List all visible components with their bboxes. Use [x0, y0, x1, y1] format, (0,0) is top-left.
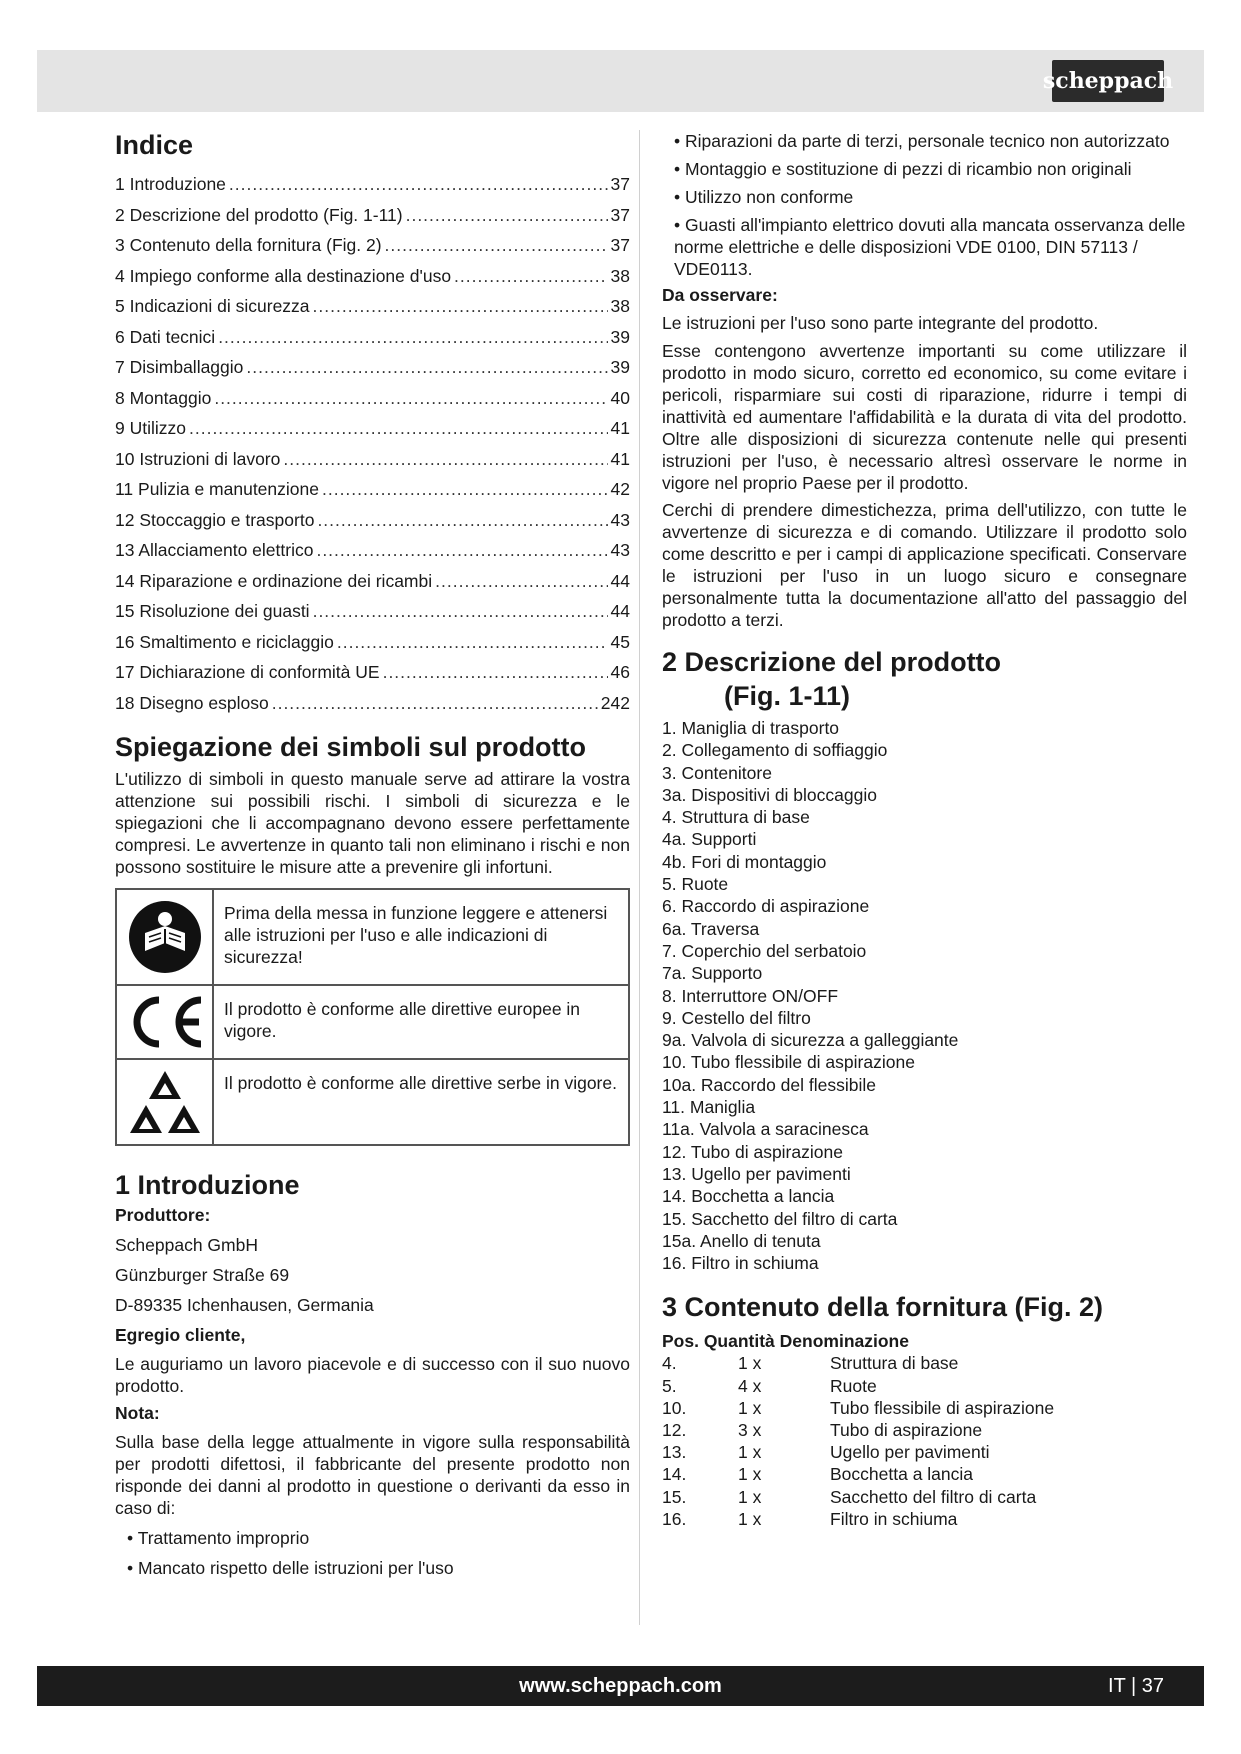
supply-pos: 13. [662, 1442, 687, 1463]
toc-entry-page: 46 [610, 662, 630, 682]
supply-name: Tubo di aspirazione [830, 1420, 983, 1441]
description-item: 9a. Valvola di sicurezza a galleggiante [662, 1030, 959, 1051]
toc-dot-leader [214, 383, 607, 414]
symbols-intro: L'utilizzo di simboli in questo manuale serve ad attirare la vostra attenzione sui possibili rischi. I simboli di sicurezza e le spiegazioni che li accompagnano devono essere perfettamente compresi. Le avvertenze in quanto tali non eliminano i rischi e non possono sostituire le misure atte a prevenire gli infortuni. [115, 769, 630, 877]
read-manual-icon [117, 890, 214, 984]
description-item: 4b. Fori di montaggio [662, 851, 827, 872]
supply-table [662, 1352, 1187, 1530]
observe-paragraph-1: Le istruzioni per l'uso sono parte integrante del prodotto. [662, 313, 1099, 333]
toc-entry-page: 44 [610, 570, 630, 591]
toc-heading: Indice [115, 130, 194, 160]
toc-entry-page: 42 [610, 479, 630, 499]
supply-qty: 1 x [738, 1464, 762, 1485]
note-bullet: • Mancato rispetto delle istruzioni per l'uso [127, 1558, 454, 1578]
toc-entry-title: 13 Allacciamento elettrico [115, 540, 314, 560]
symbol-text: Prima della messa in funzione leggere e attenersi alle istruzioni per l'uso e alle indicazioni di sicurezza! [224, 903, 608, 967]
supply-name: Bocchetta a lancia [830, 1464, 974, 1485]
table-row [662, 1375, 1187, 1397]
description-item: 12. Tubo di aspirazione [662, 1141, 843, 1162]
table-row [662, 1463, 1187, 1485]
toc-dot-leader [313, 291, 608, 322]
toc-entry-title: 17 Dichiarazione di conformità UE [115, 662, 380, 682]
toc-dot-leader [283, 444, 607, 475]
supply-name: Sacchetto del filtro di carta [830, 1486, 1037, 1507]
toc-entry-title: 15 Risoluzione dei guasti [115, 601, 310, 621]
description-item: 7a. Supporto [662, 963, 763, 984]
toc-entry-title: 12 Stoccaggio e trasporto [115, 509, 315, 530]
supply-name: Ugello per pavimenti [830, 1442, 990, 1463]
toc-entry[interactable] [115, 474, 630, 505]
supply-pos: 5. [662, 1375, 677, 1396]
manufacturer-street: Günzburger Straße 69 [115, 1265, 290, 1285]
toc-entry[interactable] [115, 291, 630, 322]
manufacturer-label: Produttore: [115, 1205, 211, 1225]
description-heading: 2 Descrizione del prodotto (Fig. 1-11) [662, 647, 1002, 711]
toc-entry[interactable] [115, 261, 630, 292]
observe-paragraph-3: Cerchi di prendere dimestichezza, prima dell'utilizzo, con tutte le avvertenze di sicurezza e di comando. Utilizzare il prodotto solo come descritto e per i campi di applicazione specificati. Conservare le istruzioni per l'uso in un luogo sicuro e consegnare personalmente tutta la documentazione all'atto del passaggio del prodotto a terzi. [662, 500, 1187, 630]
supply-name: Tubo flessibile di aspirazione [830, 1397, 1055, 1418]
toc-entry-page: 38 [610, 265, 630, 286]
toc-entry-page: 37 [610, 174, 630, 194]
supply-table-header: Pos. Quantità Denominazione [662, 1331, 909, 1352]
description-item: 11a. Valvola a saracinesca [662, 1119, 869, 1140]
toc-entry-page: 44 [610, 601, 630, 621]
toc-entry-title: 6 Dati tecnici [115, 326, 216, 347]
description-item: 1. Maniglia di trasporto [662, 718, 840, 738]
toc-dot-leader [322, 474, 608, 505]
description-item: 6a. Traversa [662, 918, 760, 939]
wish-text: Le auguriamo un lavoro piacevole e di successo con il suo nuovo prodotto. [115, 1354, 630, 1396]
description-item: 4a. Supporti [662, 829, 757, 850]
toc-entry[interactable] [115, 352, 630, 383]
description-item: 15a. Anello di tenuta [662, 1230, 821, 1251]
toc-dot-leader [313, 596, 608, 627]
table-row [662, 1419, 1187, 1441]
symbol-text: Il prodotto è conforme alle direttive europee in vigore. [224, 999, 581, 1041]
supply-name: Struttura di base [830, 1353, 959, 1374]
description-item: 5. Ruote [662, 874, 729, 895]
description-item: 15. Sacchetto del filtro di carta [662, 1208, 898, 1229]
note-bullet: • Utilizzo non conforme [674, 187, 854, 207]
description-item: 16. Filtro in schiuma [662, 1253, 819, 1274]
toc-dot-leader [246, 352, 607, 383]
symbol-text: Il prodotto è conforme alle direttive serbe in vigore. [224, 1073, 617, 1093]
toc-entry[interactable] [115, 322, 630, 353]
toc-entry[interactable] [115, 169, 630, 200]
toc-entry-title: 3 Contenuto della fornitura (Fig. 2) [115, 235, 382, 255]
greeting: Egregio cliente, [115, 1325, 246, 1345]
page-header [37, 50, 1204, 112]
toc-entry[interactable] [115, 383, 630, 414]
toc-entry-title: 10 Istruzioni di lavoro [115, 448, 281, 469]
toc-dot-leader [406, 200, 608, 231]
description-item: 8. Interruttore ON/OFF [662, 985, 839, 1006]
page-number: IT | 37 [1108, 1675, 1164, 1697]
supply-name: Ruote [830, 1375, 877, 1396]
toc-dot-leader [385, 230, 608, 261]
toc-entry-title: 1 Introduzione [115, 174, 226, 194]
toc-entry-page: 41 [610, 418, 630, 438]
toc-entry-title: 11 Pulizia e manutenzione [115, 479, 319, 499]
toc-entry-page: 43 [610, 509, 630, 530]
observe-label: Da osservare: [662, 285, 778, 305]
table-row [662, 1352, 1187, 1374]
description-list [662, 717, 1187, 1274]
note-bullet: • Trattamento improprio [127, 1528, 310, 1548]
description-item: 10. Tubo flessibile di aspirazione [662, 1052, 915, 1073]
note-bullet: • Montaggio e sostituzione di pezzi di ricambio non originali [674, 159, 1132, 179]
toc-entry-title: 8 Montaggio [115, 387, 212, 408]
supply-qty: 3 x [738, 1420, 762, 1441]
toc-entry[interactable] [115, 596, 630, 627]
scheppach-logo: scheppach [1052, 60, 1164, 102]
supply-heading: 3 Contenuto della fornitura (Fig. 2) [662, 1292, 1103, 1323]
toc-dot-leader [435, 566, 607, 597]
supply-qty: 4 x [738, 1375, 762, 1396]
toc-entry-page: 41 [610, 448, 630, 469]
toc-entry-title: 5 Indicazioni di sicurezza [115, 296, 310, 316]
toc-entry-page: 37 [610, 235, 630, 255]
supply-qty: 1 x [738, 1397, 762, 1418]
table-of-contents [115, 169, 630, 718]
supply-pos: 16. [662, 1508, 687, 1529]
toc-entry-title: 2 Descrizione del prodotto (Fig. 1-11) [115, 204, 403, 225]
supply-qty: 1 x [738, 1353, 762, 1374]
supply-pos: 4. [662, 1353, 677, 1374]
manufacturer-company: Scheppach GmbH [115, 1235, 258, 1255]
toc-entry-page: 37 [610, 204, 630, 225]
toc-entry[interactable] [115, 688, 630, 719]
toc-dot-leader [272, 688, 598, 719]
toc-entry[interactable] [115, 230, 630, 261]
toc-entry-page: 45 [610, 631, 630, 652]
table-row [662, 1397, 1187, 1419]
ce-mark-icon [117, 986, 214, 1058]
description-item: 4. Struttura di base [662, 807, 810, 828]
supply-pos: 12. [662, 1420, 687, 1441]
symbol-row [117, 986, 628, 1060]
toc-dot-leader [383, 657, 608, 688]
toc-entry-title: 14 Riparazione e ordinazione dei ricambi [115, 570, 433, 591]
description-item: 7. Coperchio del serbatoio [662, 940, 867, 961]
toc-entry[interactable] [115, 657, 630, 688]
table-row [662, 1508, 1187, 1530]
toc-entry[interactable] [115, 627, 630, 658]
toc-entry-page: 39 [610, 357, 630, 377]
supply-pos: 15. [662, 1486, 687, 1507]
intro-heading: 1 Introduzione [115, 1170, 300, 1200]
description-item: 2. Collegamento di soffiaggio [662, 740, 888, 761]
description-item: 11. Maniglia [662, 1097, 756, 1118]
toc-entry-page: 242 [600, 692, 630, 713]
toc-dot-leader [316, 535, 607, 566]
serbian-conformity-icon [117, 1060, 214, 1144]
supply-name: Filtro in schiuma [830, 1508, 958, 1529]
supply-pos: 10. [662, 1397, 687, 1418]
toc-entry[interactable] [115, 566, 630, 597]
column-divider [639, 130, 640, 1625]
toc-dot-leader [454, 261, 607, 292]
table-row [662, 1441, 1187, 1463]
toc-entry-page: 43 [610, 540, 630, 560]
toc-entry-page: 39 [610, 326, 630, 347]
symbols-heading: Spiegazione dei simboli sul prodotto [115, 732, 587, 762]
description-item: 9. Cestello del filtro [662, 1007, 811, 1028]
footer-url[interactable]: www.scheppach.com [519, 1675, 722, 1697]
toc-entry[interactable] [115, 535, 630, 566]
toc-entry-page: 38 [610, 296, 630, 316]
toc-entry[interactable] [115, 200, 630, 231]
description-item: 14. Bocchetta a lancia [662, 1186, 835, 1207]
description-item: 3a. Dispositivi di bloccaggio [662, 784, 877, 805]
note-label: Nota: [115, 1403, 160, 1423]
description-item: 10a. Raccordo del flessibile [662, 1074, 877, 1095]
toc-entry-title: 7 Disimballaggio [115, 357, 244, 377]
toc-dot-leader [229, 169, 608, 200]
supply-qty: 1 x [738, 1486, 762, 1507]
note-bullet: • Riparazioni da parte di terzi, personale tecnico non autorizzato [674, 131, 1170, 151]
toc-dot-leader [218, 322, 607, 353]
page-footer [37, 1666, 1204, 1706]
supply-pos: 14. [662, 1464, 687, 1485]
toc-entry-title: 18 Disegno esploso [115, 692, 269, 713]
toc-entry[interactable] [115, 505, 630, 536]
supply-qty: 1 x [738, 1442, 762, 1463]
description-item: 13. Ugello per pavimenti [662, 1163, 851, 1184]
symbols-table [115, 888, 630, 1146]
description-item: 3. Contenitore [662, 762, 772, 783]
left-column [115, 130, 630, 1579]
manufacturer-city: D-89335 Ichenhausen, Germania [115, 1295, 374, 1315]
toc-entry-title: 16 Smaltimento e riciclaggio [115, 631, 334, 652]
note-bullet: • Guasti all'impianto elettrico dovuti alla mancata osservanza delle norme elettriche e delle disposizioni VDE 0100, DIN 57113 / VDE0113. [674, 215, 1186, 279]
symbol-row [117, 1060, 628, 1144]
note-text: Sulla base della legge attualmente in vigore sulla responsabilità per prodotti difettosi, il fabbricante del presente prodotto non risponde dei danni al prodotto in questione o derivanti da esso in caso di: [115, 1432, 630, 1518]
toc-entry-title: 4 Impiego conforme alla destinazione d'uso [115, 265, 452, 286]
table-row [662, 1486, 1187, 1508]
toc-dot-leader [189, 413, 608, 444]
toc-entry-page: 40 [610, 387, 630, 408]
toc-dot-leader [317, 505, 607, 536]
toc-dot-leader [337, 627, 608, 658]
description-item: 6. Raccordo di aspirazione [662, 896, 870, 917]
right-column [662, 130, 1187, 1530]
observe-paragraph-2: Esse contengono avvertenze importanti su come utilizzare il prodotto in modo sicuro, corretto ed economico, su come evitare i pericoli, risparmiare sui costi di riparazione, ridurre i tempi di inattività ed aumentare l'affidabilità e la durata di vita del prodotto. Oltre alle disposizioni di sicurezza contenute nelle qui presenti istruzioni per l'uso, è necessario altresì osservare le norme in vigore nel proprio Paese per il prodotto. [662, 341, 1187, 493]
supply-qty: 1 x [738, 1508, 762, 1529]
toc-entry[interactable] [115, 413, 630, 444]
symbol-row [117, 890, 628, 986]
toc-entry[interactable] [115, 444, 630, 475]
toc-entry-title: 9 Utilizzo [115, 418, 186, 438]
